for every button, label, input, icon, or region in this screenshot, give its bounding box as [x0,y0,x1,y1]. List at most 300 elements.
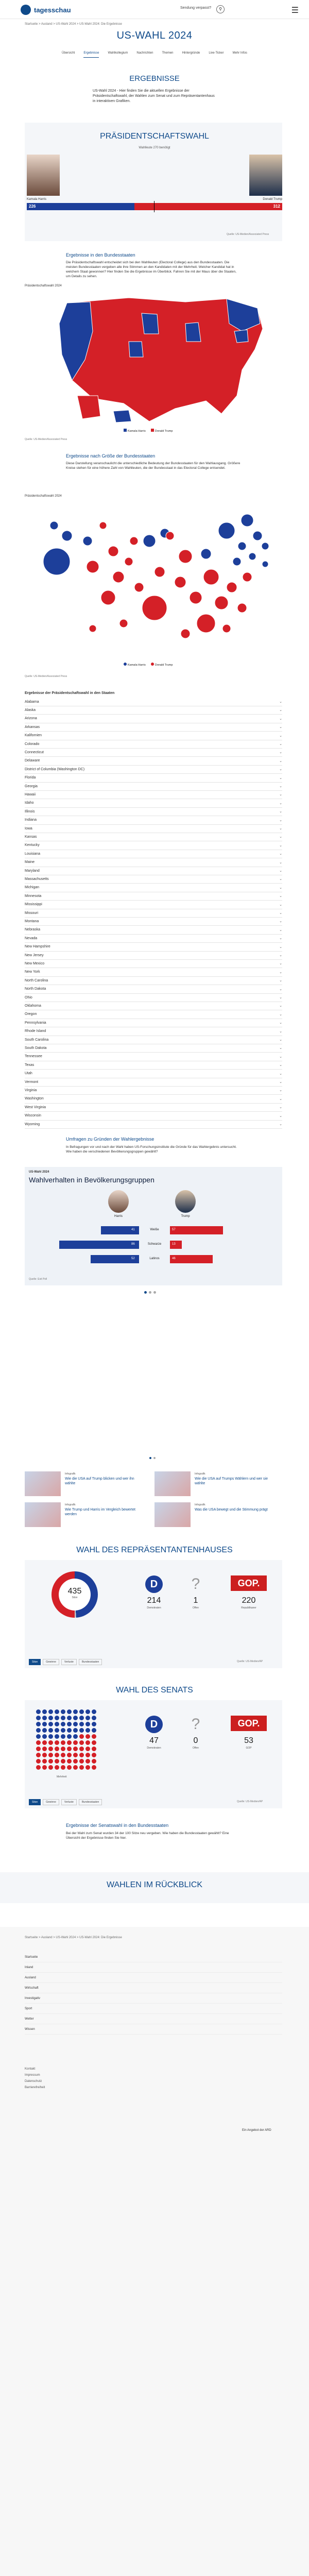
senate-seat [48,1740,53,1745]
state-row[interactable] [25,706,282,715]
senate-open: 0 [193,1736,198,1745]
state-name: North Carolina [25,978,48,982]
senate-seat [36,1722,41,1726]
chevron-down-icon: ⌄ [279,768,282,772]
poll-group-label: Schwarze [147,1243,162,1246]
logo-text: tagesschau [34,6,71,14]
us-map[interactable] [52,293,268,427]
chevron-down-icon: ⌄ [279,979,282,983]
state-row[interactable] [25,850,282,858]
map-legend [124,429,173,433]
trump-name: Donald Trump [263,198,282,201]
bubbles-legend [124,663,173,667]
harris-name: Kamala Harris [27,198,47,201]
president-title: PRÄSIDENTSCHAFTSWAHL [100,132,209,141]
senate-seat [42,1728,47,1733]
state-name: Washington [25,1097,44,1101]
state-row[interactable] [25,1103,282,1112]
senate-seat [92,1753,96,1757]
senate-btn-states[interactable]: Bundesstaaten [79,1799,102,1805]
house-donut-center [59,1579,91,1611]
state-name: Colorado [25,742,40,746]
state-row[interactable] [25,909,282,918]
footer-breadcrumb[interactable]: Startseite > Ausland > US-Wahl 2024 > US-Wahl 2024: Die Ergebnisse [25,1936,122,1939]
senate-seat [42,1716,47,1720]
senate-seat [67,1728,72,1733]
state-row[interactable] [25,943,282,952]
chevron-down-icon: ⌄ [279,877,282,882]
state-name: Kentucky [25,843,40,848]
teaser-image [154,1471,191,1496]
senate-seat [67,1747,72,1751]
senate-seat [42,1722,47,1726]
state-row[interactable] [25,1061,282,1070]
senate-source: Quelle: US-Medien/AP [237,1800,263,1803]
state-name: Missouri [25,911,39,915]
search-label[interactable]: Sendung verpasst? [180,6,212,10]
dot[interactable] [149,1291,151,1294]
senate-seat [48,1753,53,1757]
senate-seat [67,1716,72,1720]
state-name: Virginia [25,1088,37,1092]
state-name: Connecticut [25,750,44,754]
state-name: Arkansas [25,725,40,729]
legend-rep-swatch [151,429,154,432]
tab-themen[interactable]: Themen [162,52,174,55]
state-row[interactable] [25,901,282,909]
senate-seat [79,1740,84,1745]
menu-icon[interactable]: ☰ [291,6,299,15]
senate-seat [61,1716,65,1720]
polls-source: Quelle: Exit Poll [29,1278,47,1281]
chevron-down-icon: ⌄ [279,962,282,966]
state-row[interactable] [25,1044,282,1053]
senate-seat [42,1740,47,1745]
senate-states-text: Bei der Wahl zum Senat wurden 34 der 100 Sitze neu vergeben. Wie haben die Bundesstaaten gewählt? Eine Übersicht der Ergebnisse finden Sie hier. [66,1832,229,1840]
senate-seat [85,1722,90,1726]
polls-card-kicker: US-Wahl 2024 [29,1171,49,1174]
senate-seat [73,1759,78,1764]
state-row[interactable] [25,934,282,943]
question-icon: ? [191,1575,200,1592]
state-row[interactable] [25,1070,282,1078]
state-row[interactable] [25,1112,282,1121]
states-text: Die Präsidentschaftswahl entscheidet sich bei den Wahlleuten (Electoral College) aus den Bundesstaaten. Die meisten Bundesstaaten vergeben alle ihre Stimmen an den Kandidaten mit der Mehrheit. Welcher Kandidat hat in welchem Staat gewonnen? Hier finden Sie die Ergebnisse im Überblick. Fahren Sie mit der Maus über die Staaten, um Details zu sehen. [66,261,236,278]
state-row[interactable] [25,926,282,935]
senate-seat [42,1765,47,1770]
teaser-title: Wie die USA auf Trump blicken und wer ihn wählte [65,1477,134,1485]
state-row[interactable] [25,790,282,799]
state-row[interactable] [25,740,282,749]
chevron-down-icon: ⌄ [279,937,282,941]
footer-link-datenschutz[interactable]: Datenschutz [25,2080,42,2083]
state-name: Maine [25,860,35,865]
state-row[interactable] [25,959,282,968]
state-row[interactable] [25,748,282,757]
state-name: Arizona [25,717,37,721]
house-dem-label: Demokraten [147,1606,161,1609]
tab-wahlkollegium[interactable]: Wahlkollegium [108,52,128,55]
chevron-down-icon: ⌄ [279,1097,282,1101]
footer-nav-item[interactable]: Wirtschaft [25,1984,282,1993]
bubbles-source: Quelle: US-Medien/Associated Press [25,675,67,678]
senate-seat [85,1759,90,1764]
footer-nav-item[interactable]: Wissen [25,2025,282,2035]
bubble-chart[interactable] [31,505,278,659]
house-btn-losses[interactable]: Verluste [61,1659,77,1665]
polls-heading: Umfragen zu Gründen der Wahlergebnisse [66,1137,154,1142]
state-name: Delaware [25,759,40,763]
senate-seat [92,1759,96,1764]
state-row[interactable] [25,723,282,732]
senate-seat [48,1747,53,1751]
state-row[interactable] [25,816,282,825]
house-rep: 220 [242,1596,256,1605]
senate-seat [36,1747,41,1751]
tab-uebersicht[interactable]: Übersicht [62,52,75,55]
state-row[interactable] [25,985,282,994]
map-title: Präsidentschaftswahl 2024 [25,284,62,287]
house-btn-states[interactable]: Bundesstaaten [79,1659,102,1665]
senate-seat [92,1740,96,1745]
state-row[interactable] [25,884,282,892]
state-row[interactable] [25,841,282,850]
state-row[interactable] [25,1019,282,1027]
senate-seat [85,1728,90,1733]
senate-seat [48,1765,53,1770]
senate-buttons [29,1799,102,1805]
search-icon[interactable]: ⚲ [216,5,225,13]
state-row[interactable] [25,1002,282,1010]
legend-rep [151,429,173,433]
footer-link-barrierefreiheit[interactable]: Barrierefreiheit [25,2086,45,2089]
chevron-down-icon: ⌄ [279,945,282,949]
chevron-down-icon: ⌄ [279,793,282,797]
state-name: Oregon [25,1012,37,1016]
footer-nav-item[interactable]: Investigativ [25,1994,282,2004]
senate-seat [73,1709,78,1714]
senate-seat [73,1722,78,1726]
footer-link-kontakt[interactable]: Kontakt [25,2067,36,2071]
senate-seat [55,1765,59,1770]
state-row[interactable] [25,799,282,808]
teaser-kicker: Infografik [65,1472,76,1476]
states-list-title: Ergebnisse der Präsidentschaftswahl in den Staaten [25,691,115,695]
senate-seat [61,1765,65,1770]
gop-logo: GOP. [231,1575,267,1591]
state-row[interactable] [25,993,282,1002]
poll-value-rep: 57 [172,1228,176,1231]
senate-seat [67,1722,72,1726]
senate-seat [48,1734,53,1739]
house-title: WAHL DES REPRÄSENTANTENHAUSES [76,1546,233,1554]
senate-rep-label: GOP [246,1747,252,1750]
polls-text: In Befragungen vor und nach der Wahl haben US-Forschungsinstitute die Gründe für das Wahlergebnis untersucht. Wie haben die verschiedenen Bevölkerungsgruppen gewählt? [66,1145,237,1154]
senate-seat [36,1759,41,1764]
teaser-card[interactable] [25,1471,153,1498]
footer-links [25,2066,45,2091]
state-row[interactable] [25,824,282,833]
senate-seat [61,1753,65,1757]
bubbles-text: Diese Darstellung veranschaulicht die unterschiedliche Bedeutung der Bundesstaaten für den Wahlausgang. Größere Kreise stehen für eine höhere Zahl von Wahlleuten, die der Bundesstaat in das Electoral College entsendet. [66,462,241,470]
legend-dem [124,429,146,433]
senate-seat [67,1709,72,1714]
democrat-logo-icon: D [145,1575,163,1593]
state-row[interactable] [25,765,282,774]
state-row[interactable] [25,917,282,926]
senate-seat [73,1753,78,1757]
polls-left-name: Harris [114,1215,123,1218]
senate-seat [48,1716,53,1720]
state-row[interactable] [25,875,282,884]
state-row[interactable] [25,833,282,841]
senate-seat [42,1753,47,1757]
house-total-label: Sitze [72,1596,78,1599]
teaser-title: Was die USA bewegt und die Stimmung prägt [195,1508,268,1512]
state-name: District of Columbia (Washington DC) [25,767,85,771]
senate-seat [79,1716,84,1720]
senate-seat [79,1759,84,1764]
senate-seat [36,1728,41,1733]
chevron-down-icon: ⌄ [279,759,282,763]
state-name: Pennsylvania [25,1021,46,1025]
chevron-down-icon: ⌄ [279,1114,282,1118]
senate-dem: 47 [149,1736,159,1745]
state-row[interactable] [25,858,282,867]
teaser-card[interactable] [25,1502,153,1529]
senate-seat [92,1716,96,1720]
poll-value-dem: 41 [131,1228,135,1231]
state-row[interactable] [25,715,282,723]
senate-seat [85,1734,90,1739]
senate-seat [79,1753,84,1757]
tab-liveticker[interactable]: Live-Ticker [209,52,224,55]
state-row[interactable] [25,1086,282,1095]
senate-seat [55,1740,59,1745]
teaser-card[interactable] [154,1502,283,1529]
senate-seat [85,1753,90,1757]
state-name: Alabama [25,700,39,704]
footer-nav-item[interactable]: Ausland [25,1973,282,1983]
state-name: West Virginia [25,1105,46,1109]
chevron-down-icon: ⌄ [279,1021,282,1025]
tab-hintergruende[interactable]: Hintergründe [182,52,200,55]
map-source: Quelle: US-Medien/Associated Press [25,438,67,441]
footer-nav-item[interactable]: Sport [25,2004,282,2014]
chevron-down-icon: ⌄ [279,700,282,704]
chevron-down-icon: ⌄ [279,1029,282,1033]
chevron-down-icon: ⌄ [279,810,282,814]
dot[interactable] [153,1457,156,1459]
state-name: South Dakota [25,1046,47,1050]
senate-seat [79,1709,84,1714]
president-source: Quelle: US-Medien/Associated Press [227,233,269,236]
senate-seat [55,1722,59,1726]
breadcrumb[interactable]: Startseite > Ausland > US-Wahl 2024 > US-Wahl 2024: Die Ergebnisse [25,23,122,26]
footer [0,1927,309,2576]
senate-btn-losses[interactable]: Verluste [61,1799,77,1805]
poll-bar-rep [170,1255,213,1263]
footer-nav-item[interactable]: Wetter [25,2014,282,2024]
state-name: Alaska [25,708,36,712]
state-row[interactable] [25,774,282,783]
state-name: Nevada [25,936,38,940]
senate-seat [92,1722,96,1726]
senate-seat [61,1734,65,1739]
state-name: Michigan [25,886,40,890]
state-row[interactable] [25,1053,282,1061]
senate-seat [55,1759,59,1764]
tab-nachrichten[interactable]: Nachrichten [136,52,153,55]
senate-seat [92,1728,96,1733]
senate-seat [67,1734,72,1739]
state-row[interactable] [25,976,282,985]
senate-btn-seats[interactable]: Sitze [29,1799,41,1805]
harris-portrait [27,155,60,196]
footer-nav-item[interactable]: Inland [25,1963,282,1973]
senate-dem-label: Demokraten [147,1747,161,1750]
state-name: Florida [25,776,36,780]
state-name: New Jersey [25,953,44,957]
house-btn-gains[interactable]: Gewinne [43,1659,59,1665]
senate-seat [55,1747,59,1751]
chevron-down-icon: ⌄ [279,894,282,899]
senate-seat [55,1709,59,1714]
state-row[interactable] [25,782,282,791]
state-row[interactable] [25,892,282,901]
state-row[interactable] [25,1027,282,1036]
senate-seat [48,1709,53,1714]
chevron-down-icon: ⌄ [279,734,282,738]
state-row[interactable] [25,951,282,960]
senate-seat-grid [36,1709,98,1771]
chevron-down-icon: ⌄ [279,1012,282,1016]
state-row[interactable] [25,1036,282,1044]
chevron-down-icon: ⌄ [279,970,282,974]
senate-seat [48,1722,53,1726]
chevron-down-icon: ⌄ [279,928,282,932]
state-row[interactable] [25,867,282,875]
bubbles-legend-rep-swatch [151,663,154,666]
chevron-down-icon: ⌄ [279,1055,282,1059]
polls-card [25,1167,282,1285]
chevron-down-icon: ⌄ [279,1004,282,1008]
senate-seat [55,1753,59,1757]
state-name: Montana [25,919,39,923]
teaser-image [25,1471,61,1496]
bubbles-legend-dem [124,663,146,667]
senate-seat [36,1753,41,1757]
senate-seat [79,1734,84,1739]
state-row[interactable] [25,698,282,706]
state-name: Kalifornien [25,734,42,738]
state-name: Idaho [25,801,34,805]
states-heading: Ergebnisse in den Bundesstaaten [66,252,135,258]
dot-active[interactable] [144,1291,147,1294]
tab-ergebnisse[interactable]: Ergebnisse [83,52,99,58]
site-header [0,0,309,19]
senate-seat [92,1734,96,1739]
senate-open-label: Offen [192,1747,199,1750]
state-name: Texas [25,1063,35,1067]
footer-nav-item[interactable]: Startseite [25,1953,282,1962]
chevron-down-icon: ⌄ [279,852,282,856]
footer-link-impressum[interactable]: Impressum [25,2074,40,2077]
poll-group-label: Weiße [150,1228,159,1231]
senate-seat [73,1716,78,1720]
chevron-down-icon: ⌄ [279,835,282,839]
senate-seat [36,1709,41,1714]
house-open: 1 [193,1596,198,1605]
ergebnisse-title: ERGEBNISSE [129,74,180,83]
bubbles-title: Präsidentschaftswahl 2024 [25,495,62,498]
senate-seat [67,1765,72,1770]
state-row[interactable] [25,1120,282,1129]
legend-rep-label: Donald Trump [154,430,173,433]
state-row[interactable] [25,1078,282,1087]
state-row[interactable] [25,732,282,740]
logo[interactable] [21,5,71,14]
senate-seat [73,1734,78,1739]
logo-icon [21,5,31,15]
senate-seat [61,1709,65,1714]
chevron-down-icon: ⌄ [279,1080,282,1084]
teaser-card[interactable] [154,1471,283,1498]
tab-bar [62,52,247,58]
chevron-down-icon: ⌄ [279,801,282,805]
dot-active[interactable] [149,1457,151,1459]
polls-carousel-dots[interactable] [144,1291,156,1294]
dot[interactable] [153,1291,156,1294]
bubbles-legend-dem-label: Kamala Harris [128,664,146,667]
senate-seat [85,1765,90,1770]
state-name: Wyoming [25,1122,40,1126]
state-name: Wisconsin [25,1114,41,1118]
senate-seat [73,1740,78,1745]
senate-seat [61,1747,65,1751]
state-name: Nebraska [25,928,40,932]
teaser-carousel-dots[interactable] [149,1457,156,1459]
poll-value-rep: 46 [172,1257,176,1260]
senate-seat [36,1765,41,1770]
bubbles-heading: Ergebnisse nach Größe der Bundesstaaten [66,453,156,459]
state-row[interactable] [25,1095,282,1104]
chevron-down-icon: ⌄ [279,996,282,999]
electoral-bar [27,203,282,210]
senate-seat [67,1740,72,1745]
state-name: Rhode Island [25,1029,46,1033]
senate-seat [92,1709,96,1714]
tab-mehr-infos[interactable]: Mehr Infos [232,52,247,55]
chevron-down-icon: ⌄ [279,785,282,788]
state-name: Louisiana [25,852,40,856]
state-row[interactable] [25,968,282,977]
trump-avatar [175,1190,196,1213]
senate-seat [79,1728,84,1733]
house-btn-seats[interactable]: Sitze [29,1659,41,1665]
state-row[interactable] [25,1010,282,1019]
senate-btn-gains[interactable]: Gewinne [43,1799,59,1805]
page-title: US-WAHL 2024 [116,30,193,41]
ard-brand[interactable]: Ein Angebot der ARD [242,2129,271,2132]
state-name: Mississippi [25,903,42,907]
state-row[interactable] [25,807,282,816]
state-row[interactable] [25,757,282,766]
chevron-down-icon: ⌄ [279,987,282,991]
chevron-down-icon: ⌄ [279,1038,282,1042]
senate-seat [92,1747,96,1751]
house-dem: 214 [147,1596,161,1605]
